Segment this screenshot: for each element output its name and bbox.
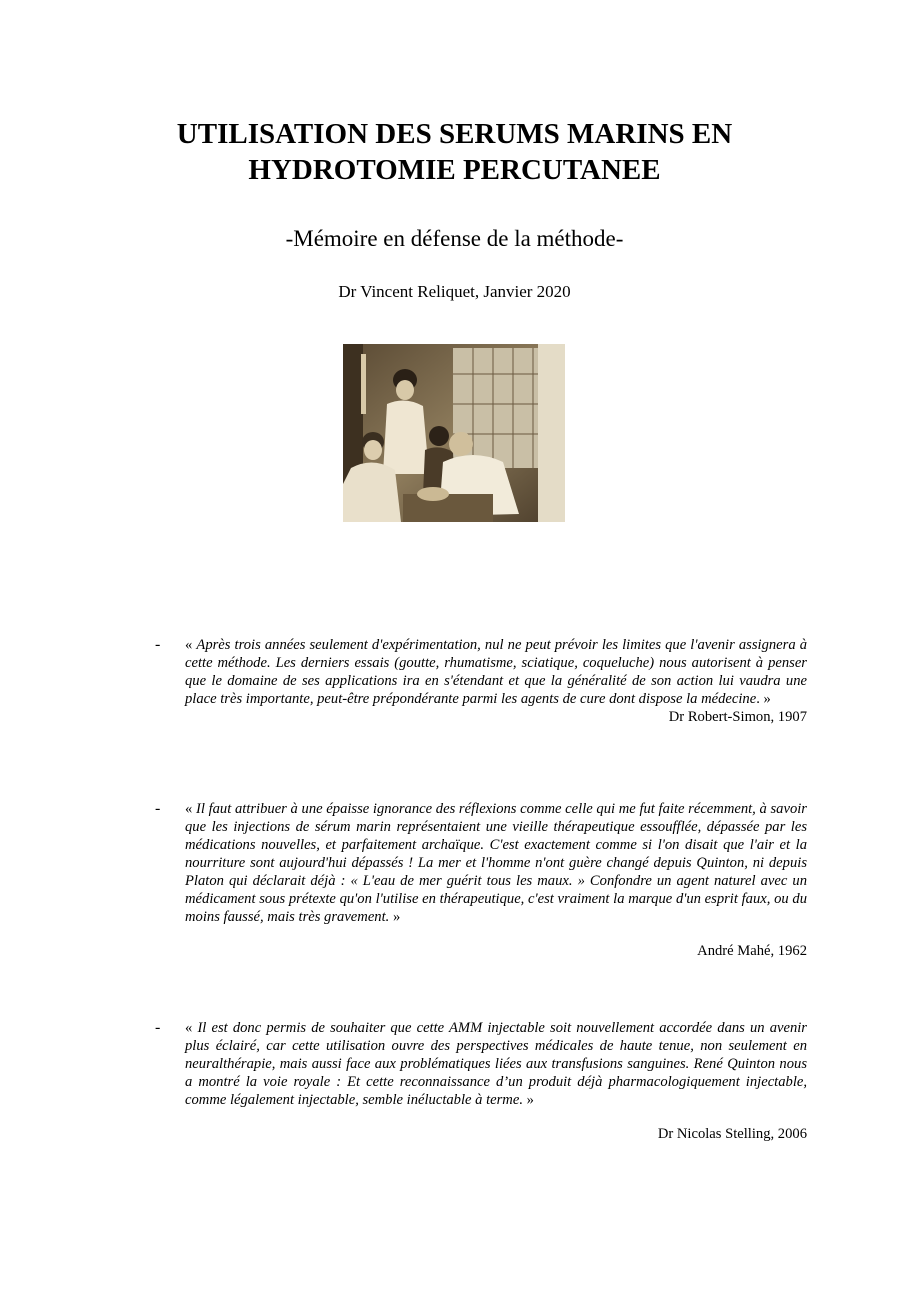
quote-text — [185, 1019, 807, 1109]
quote-close-mark: » — [389, 909, 401, 925]
quote-block — [155, 636, 807, 726]
quote-block — [155, 1019, 807, 1143]
quote-attribution: André Mahé, 1962 — [697, 943, 807, 959]
quote-text — [185, 636, 807, 708]
quote-body: Il est donc permis de souhaiter que cette AMM injectable soit nouvellement accordée dans un avenir plus éclairé, car cette utilisation ouvre des perspectives médicales de haute tenue, non seulement en neuralthérapie, mais aussi face aux problématiques liées aux transfusions sanguines. René Quinton nous a montré la voie royale : Et cette reconnaissance d’un produit déjà pharmacologiquement injectable, comme légalement injectable, semble inéluctable à terme. — [185, 1020, 807, 1108]
author-line: Dr Vincent Reliquet, Janvier 2020 — [338, 282, 571, 301]
title-line-2: HYDROTOMIE PERCUTANEE — [248, 154, 661, 186]
quote-body: Il faut attribuer à une épaisse ignorance des réflexions comme celle qui me fut faite récemment, à savoir que les injections de sérum marin représentaient une vieille thérapeutique essoufflée, dépassée par les médications nouvelles, et parfaitement archaïque. C'est exactement comme si l'on disait que l'air et la nourriture sont aujourd'hui dépassés ! La mer et l'homme n'ont guère changé depuis Quinton, ni depuis Platon qui déclarait déjà : « L'eau de mer guérit tous les maux. » Confondre un agent naturel avec un médicament sous prétexte qu'on l'utilise en thérapeutique, c'est vraiment la marque d'un esprit faux, ou du moins faussé, mais très gravement. — [185, 801, 807, 925]
quote-attribution: Dr Robert-Simon, 1907 — [668, 709, 807, 725]
quote-attribution: Dr Nicolas Stelling, 2006 — [657, 1126, 807, 1142]
quote-close-mark: . » — [756, 691, 771, 707]
quote-open-mark: « — [185, 801, 196, 817]
list-bullet: - — [155, 1019, 161, 1036]
quote-close-mark: » — [522, 1092, 534, 1108]
document-subtitle: -Mémoire en défense de la méthode- — [285, 226, 624, 251]
historical-photo — [343, 344, 565, 522]
quote-body: Après trois années seulement d'expérimentation, nul ne peut prévoir les limites que l'avenir assignera à cette méthode. Les derniers essais (goutte, rhumatisme, sciatique, coqueluche) nous autorisent à penser que le domaine de ses applications ira en s'étendant et que la généralité de son action lui vaudra une place très importante, peut-être prépondérante parmi les agents de cure dont dispose la médecine — [185, 637, 808, 707]
quote-open-mark: « — [185, 1020, 198, 1036]
quote-block — [155, 800, 807, 960]
document-title — [100, 116, 809, 188]
sepia-photo-illustration — [343, 344, 565, 522]
list-bullet: - — [155, 800, 161, 817]
quote-text — [185, 800, 807, 926]
title-line-1: UTILISATION DES SERUMS MARINS EN — [176, 118, 733, 150]
list-bullet: - — [155, 636, 161, 653]
quote-open-mark: « — [185, 637, 197, 653]
